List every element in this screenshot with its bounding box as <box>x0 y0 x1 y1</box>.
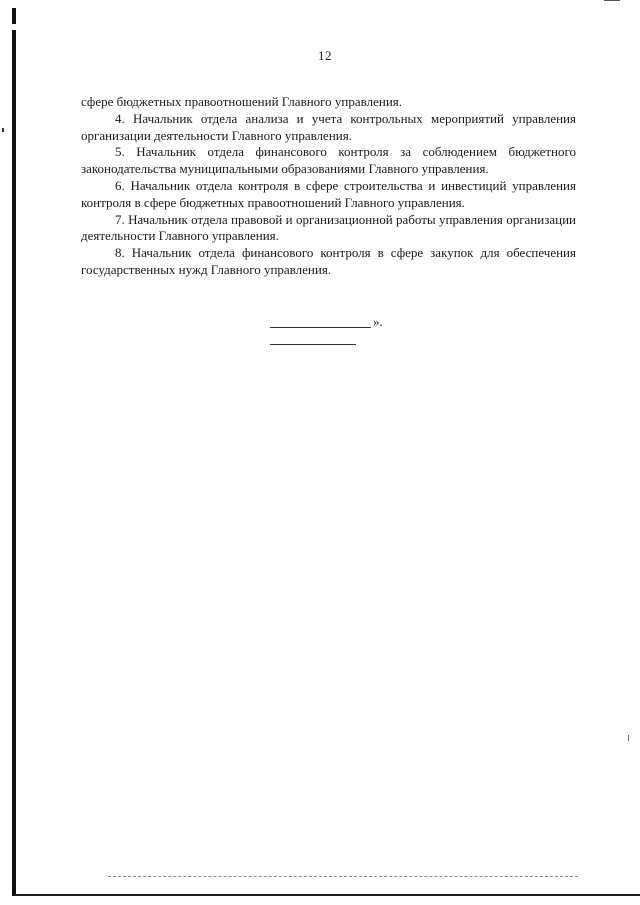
scan-edge-left <box>12 30 16 896</box>
paragraph-item-5: 5. Начальник отдела финансового контроля за соблюдением бюджетного законодательства муниципальными образованиями Главного управления. <box>81 144 576 177</box>
paragraph-item-7: 7. Начальник отдела правовой и организационной работы управления организации деятельности Главного управления. <box>81 211 576 244</box>
paragraph-item-6: 6. Начальник отдела контроля в сфере строительства и инвестиций управления контроля в сфере бюджетных правоотношений Главного управления. <box>81 177 576 210</box>
scan-top-mark <box>604 0 620 1</box>
closing-underline <box>270 327 371 328</box>
paragraph-continuation: сфере бюджетных правоотношений Главного управления. <box>81 94 403 109</box>
closing-quote-mark: ». <box>373 314 383 329</box>
paragraph-item-8: 8. Начальник отдела финансового контроля в сфере закупок для обеспечения государственных нужд Главного управления. <box>81 245 576 277</box>
scan-tick-mark <box>2 128 4 132</box>
scan-bottom-edge <box>14 894 640 896</box>
page-number: 12 <box>318 48 332 63</box>
scan-edge-left-top <box>12 8 16 24</box>
closing-block <box>270 314 400 354</box>
document-body <box>81 94 576 279</box>
paragraph-item-4: 4. Начальник отдела анализа и учета контрольных мероприятий управления организации деятельности Главного управления. <box>81 110 576 143</box>
end-separator-line <box>270 344 356 345</box>
scan-right-mark <box>628 735 629 741</box>
scan-bottom-dash <box>108 876 578 877</box>
